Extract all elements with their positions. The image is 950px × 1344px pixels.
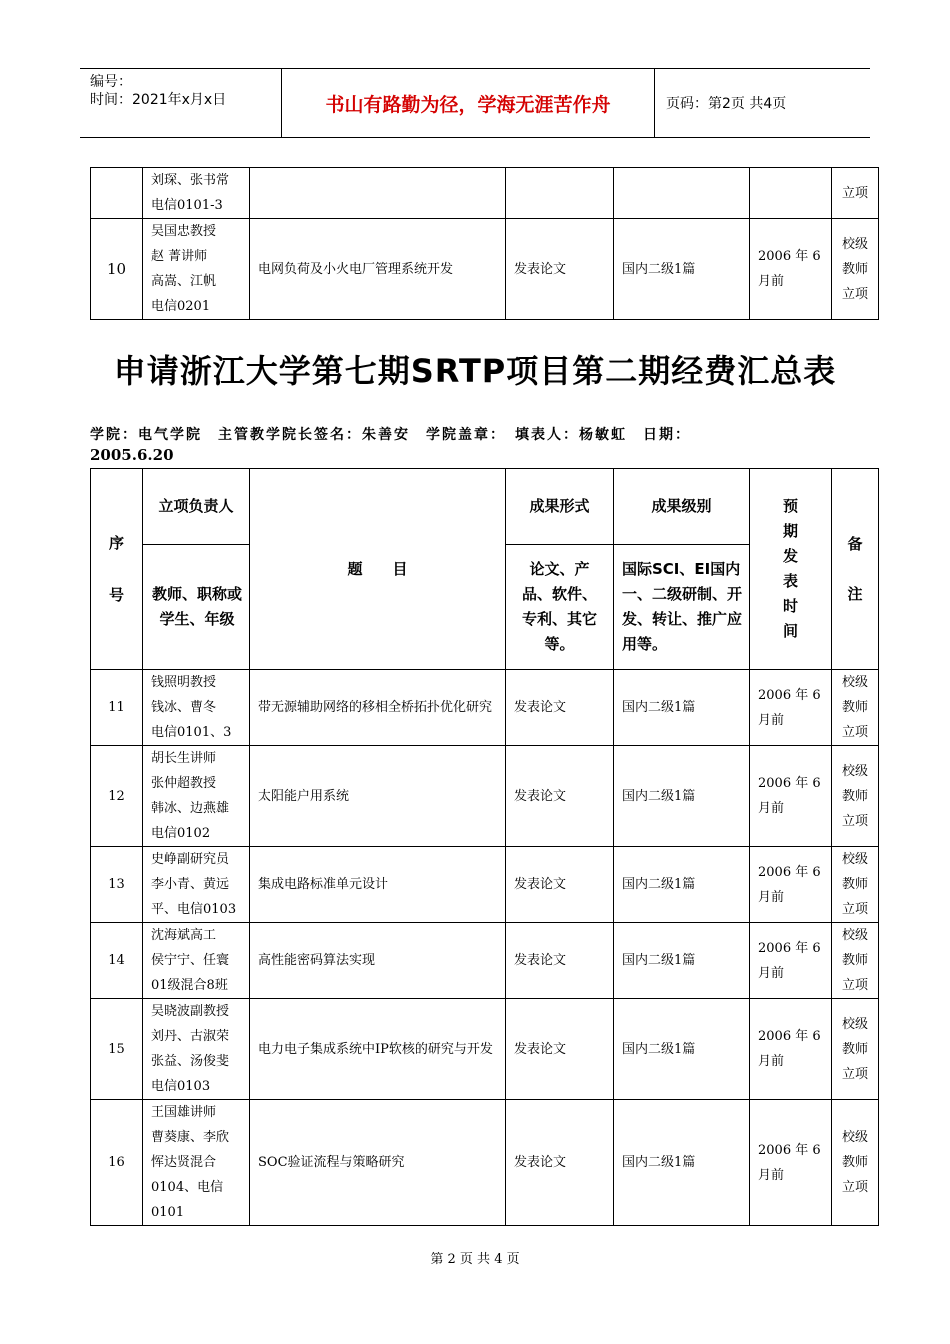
row-level: 国内二级1篇 <box>614 1100 750 1226</box>
table-row <box>91 1100 879 1226</box>
person-line: 恽达贤混合 <box>151 1155 217 1170</box>
header-page: 页码：第2页 共4页 <box>666 96 787 112</box>
row-number: 14 <box>91 923 143 999</box>
row-number: 13 <box>91 847 143 923</box>
header-leader-sub: 教师、职称或学生、年级 <box>143 545 250 670</box>
person-line: 电信0102 <box>151 826 211 841</box>
row-form: 发表论文 <box>506 847 614 923</box>
row-form: 发表论文 <box>506 1100 614 1226</box>
row-note <box>832 1100 879 1226</box>
document-title: 申请浙江大学第七期SRTP项目第二期经费汇总表 <box>113 352 837 390</box>
person-line: 01级混合8班 <box>151 978 228 993</box>
row-topic: 太阳能户用系统 <box>250 746 506 847</box>
person-line: 李小青、黄远 <box>151 877 230 892</box>
person-line: 张仲超教授 <box>151 776 217 791</box>
row-form: 发表论文 <box>506 999 614 1100</box>
person-line: 吴国忠教授 <box>151 224 217 239</box>
row-number: 12 <box>91 746 143 847</box>
header-info <box>80 69 282 137</box>
person-line: 赵 菁讲师 <box>151 249 208 264</box>
row-level: 国内二级1篇 <box>614 219 750 320</box>
person-line: 电信0101-3 <box>151 198 223 213</box>
page-footer: 第 2 页 共 4 页 <box>430 1252 520 1267</box>
note-line: 校级 <box>841 1130 868 1145</box>
note-line: 立项 <box>841 1066 868 1082</box>
note-line: 校级 <box>841 236 868 252</box>
row-level: 国内二级1篇 <box>614 999 750 1100</box>
person-line: 电信0101、3 <box>151 725 232 740</box>
note-line: 立项 <box>841 185 868 201</box>
table-row <box>91 168 879 219</box>
person-line: 电信0103 <box>151 1079 211 1094</box>
row-time: 2006 年 6 月前 <box>750 999 832 1100</box>
table-row <box>91 746 879 847</box>
row-number: 16 <box>91 1100 143 1226</box>
row-time: 2006 年 6 月前 <box>750 219 832 320</box>
note-line: 教师 <box>841 700 868 715</box>
note-line: 立项 <box>841 725 868 740</box>
meta-date: 2005.6.20 <box>90 446 174 464</box>
code-label: 编号： <box>90 74 132 90</box>
row-level <box>614 168 750 219</box>
row-time <box>750 168 832 219</box>
header-time: 预期发表时间 <box>750 469 832 670</box>
row-people <box>143 999 250 1100</box>
row-form: 发表论文 <box>506 219 614 320</box>
row-people <box>143 1100 250 1226</box>
person-line: 平、电信0103 <box>151 902 237 917</box>
row-number <box>91 168 143 219</box>
note-line: 校级 <box>841 1016 868 1032</box>
person-line: 刘丹、古淑荣 <box>151 1029 230 1044</box>
header-form-sub: 论文、产品、软件、专利、其它等。 <box>506 545 614 670</box>
row-note <box>832 923 879 999</box>
note-line: 校级 <box>841 852 868 867</box>
row-note <box>832 999 879 1100</box>
meta-line: 学院：电气学院 主管教学院长签名：朱善安 学院盖章： 填表人：杨敏虹 日期： <box>90 427 691 443</box>
row-note <box>832 168 879 219</box>
row-people <box>143 670 250 746</box>
row-time: 2006 年 6 月前 <box>750 923 832 999</box>
time-label: 时间：2021年x月x日 <box>90 92 227 108</box>
header-seq: 序号 <box>91 469 143 670</box>
header-topic: 题 目 <box>250 469 506 670</box>
note-line: 立项 <box>841 286 868 302</box>
person-line: 吴晓波副教授 <box>151 1004 230 1019</box>
person-line: 胡长生讲师 <box>151 751 217 766</box>
table-row <box>91 999 879 1100</box>
person-line: 侯宁宁、任寰 <box>151 953 230 968</box>
row-form <box>506 168 614 219</box>
person-line: 电信0201 <box>151 299 211 314</box>
row-topic: SOC验证流程与策略研究 <box>250 1100 506 1226</box>
summary-table <box>90 468 879 1226</box>
note-line: 立项 <box>841 813 868 829</box>
person-line: 钱照明教授 <box>151 675 217 690</box>
row-note <box>832 847 879 923</box>
row-level: 国内二级1篇 <box>614 746 750 847</box>
row-topic: 电网负荷及小火电厂管理系统开发 <box>250 219 506 320</box>
table-row <box>91 219 879 320</box>
person-line: 王国雄讲师 <box>151 1105 217 1120</box>
person-line: 0104、电信 <box>151 1180 224 1195</box>
header-leader: 立项负责人 <box>143 469 250 545</box>
note-line: 教师 <box>841 953 868 968</box>
note-line: 教师 <box>841 261 868 277</box>
header-form: 成果形式 <box>506 469 614 545</box>
person-line: 沈海斌高工 <box>151 928 217 943</box>
row-form: 发表论文 <box>506 923 614 999</box>
table-row <box>91 923 879 999</box>
header-level: 成果级别 <box>614 469 750 545</box>
header-motto: 书山有路勤为径，学海无涯苦作舟 <box>282 69 655 137</box>
row-people <box>143 923 250 999</box>
note-line: 教师 <box>841 1041 868 1057</box>
row-form: 发表论文 <box>506 746 614 847</box>
person-line: 曹葵康、李欣 <box>151 1130 230 1145</box>
row-form: 发表论文 <box>506 670 614 746</box>
row-topic <box>250 168 506 219</box>
row-topic: 电力电子集成系统中IP软核的研究与开发 <box>250 999 506 1100</box>
person-line: 0101 <box>151 1205 185 1220</box>
header-level-sub: 国际SCI、EI国内一、二级研制、开发、转让、推广应用等。 <box>614 545 750 670</box>
row-level: 国内二级1篇 <box>614 670 750 746</box>
note-line: 校级 <box>841 928 868 943</box>
row-time: 2006 年 6 月前 <box>750 1100 832 1226</box>
note-line: 校级 <box>841 675 868 690</box>
row-note <box>832 746 879 847</box>
row-time: 2006 年 6 月前 <box>750 746 832 847</box>
row-number: 10 <box>91 219 143 320</box>
table-row <box>91 670 879 746</box>
row-level: 国内二级1篇 <box>614 847 750 923</box>
person-line: 高嵩、江帆 <box>151 274 217 289</box>
person-line: 张益、汤俊斐 <box>151 1054 230 1069</box>
row-topic: 集成电路标准单元设计 <box>250 847 506 923</box>
person-line: 史峥副研究员 <box>151 852 230 867</box>
page-header <box>80 68 870 138</box>
table-row <box>91 847 879 923</box>
row-note <box>832 670 879 746</box>
row-topic: 高性能密码算法实现 <box>250 923 506 999</box>
row-level: 国内二级1篇 <box>614 923 750 999</box>
row-people <box>143 746 250 847</box>
note-line: 校级 <box>841 763 868 779</box>
continuation-table <box>90 167 879 320</box>
note-line: 立项 <box>841 902 868 917</box>
row-number: 11 <box>91 670 143 746</box>
row-note <box>832 219 879 320</box>
person-line: 刘琛、张书常 <box>151 173 230 188</box>
person-line: 钱冰、曹冬 <box>151 700 217 715</box>
note-line: 教师 <box>841 877 868 892</box>
note-line: 立项 <box>841 1180 868 1195</box>
person-line: 韩冰、边燕雄 <box>151 801 230 816</box>
row-time: 2006 年 6 月前 <box>750 847 832 923</box>
row-people <box>143 219 250 320</box>
header-note: 备注 <box>832 469 879 670</box>
row-topic: 带无源辅助网络的移相全桥拓扑优化研究 <box>250 670 506 746</box>
note-line: 教师 <box>841 1155 868 1170</box>
note-line: 教师 <box>841 788 868 804</box>
row-number: 15 <box>91 999 143 1100</box>
row-people <box>143 168 250 219</box>
note-line: 立项 <box>841 978 868 993</box>
row-time: 2006 年 6 月前 <box>750 670 832 746</box>
row-people <box>143 847 250 923</box>
